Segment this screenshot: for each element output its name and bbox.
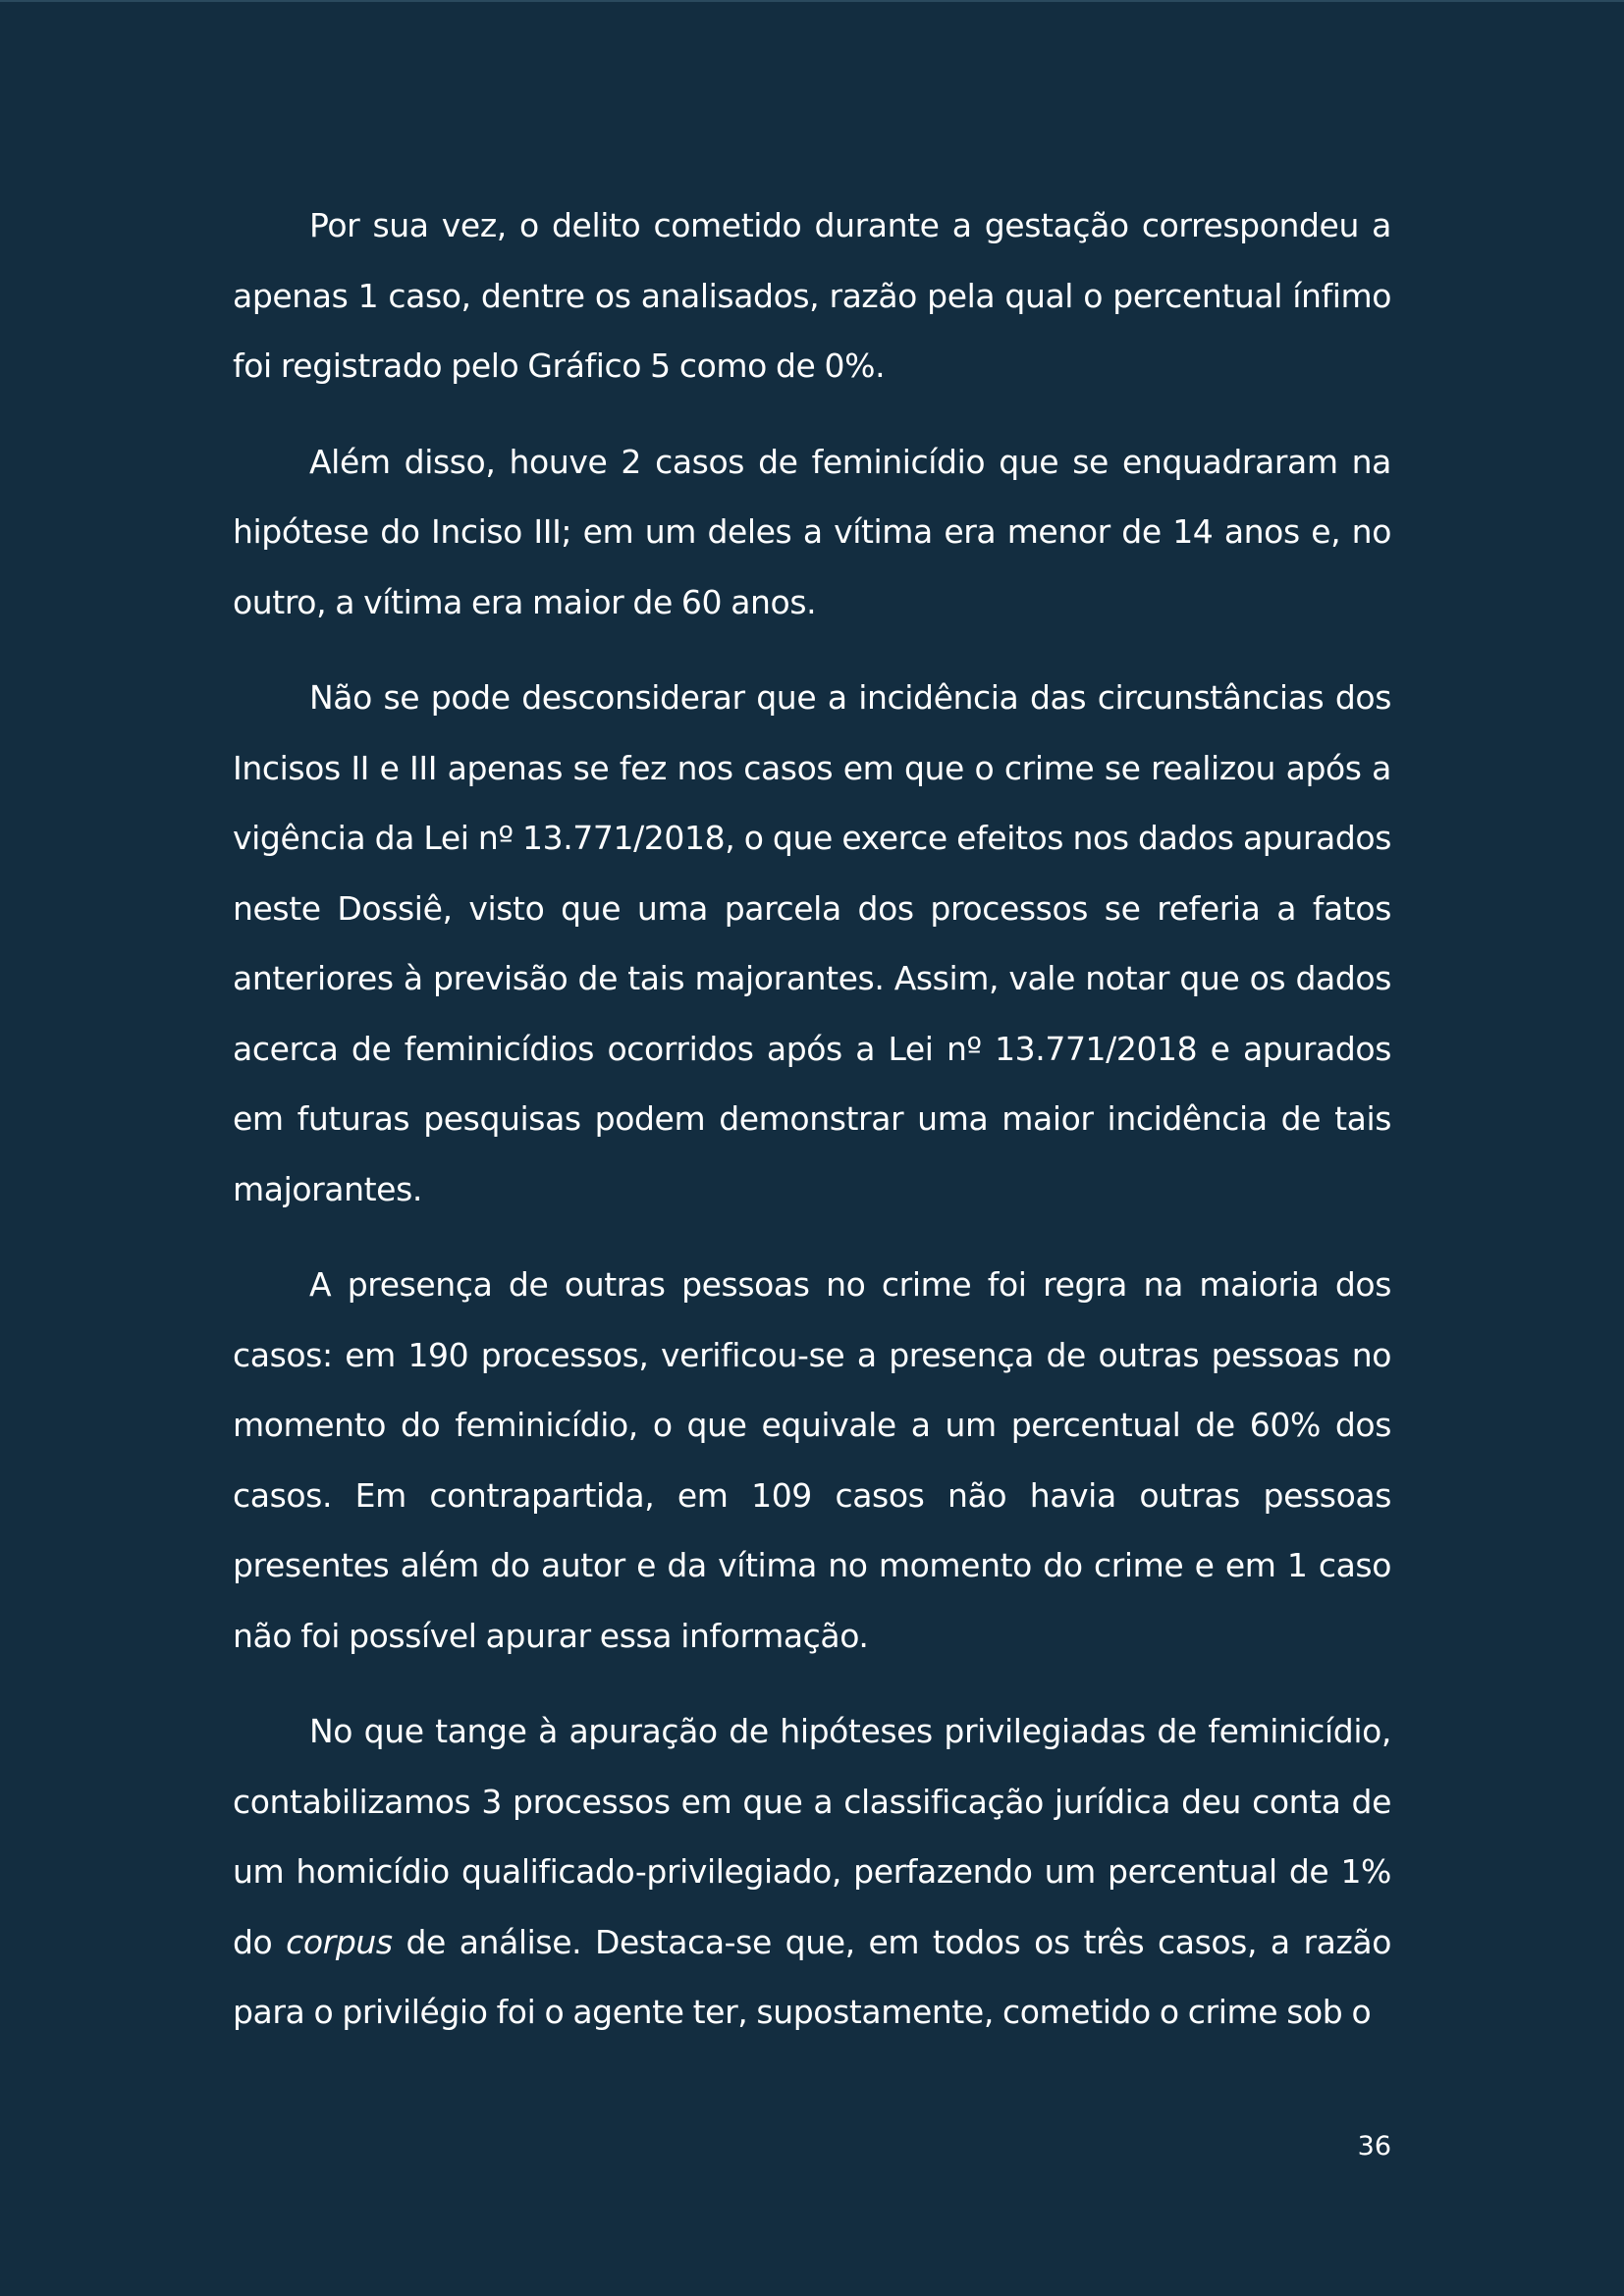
paragraph-gestacao: Por sua vez, o delito cometido durante a gestação correspondeu a apenas 1 caso, dentre os analisados, razão pela qual o percentual ínfimo foi registrado pelo Gráfico 5 como de 0%. — [233, 206, 1391, 385]
body-text — [233, 190, 1391, 2048]
paragraph-incidencia-majorantes: Não se pode desconsiderar que a incidência das circunstâncias dos Incisos II e III apenas se fez nos casos em que o crime se realizou após a vigência da Lei nº 13.771/2018, o que exerce efeitos nos dados apurados neste Dossiê, visto que uma parcela dos processos se referia a fatos anteriores à previsão de tais majorantes. Assim, vale notar que os dados acerca de feminicídios ocorridos após a Lei nº 13.771/2018 e apurados em futuras pesquisas podem demonstrar uma maior incidência de tais majorantes. — [233, 678, 1391, 1208]
paragraph-hipoteses-privilegiadas — [233, 1696, 1391, 2048]
paragraph-inciso-iii: Além disso, houve 2 casos de feminicídio que se enquadraram na hipótese do Inciso III; em um deles a vítima era menor de 14 anos e, no outro, a vítima era maior de 60 anos. — [233, 442, 1391, 621]
page-number: 36 — [1357, 2131, 1391, 2162]
paragraph-text-start: No que tange à apuração de hipóteses privilegiadas de feminicídio, contabilizamos 3 processos em que a classificação jurídica deu conta de um homicídio qualificado-privilegiado, perfazendo um percentual de 1% do — [233, 1712, 1391, 1961]
italic-term-corpus: corpus — [286, 1922, 393, 1961]
paragraph-presenca-outras-pessoas: A presença de outras pessoas no crime foi regra na maioria dos casos: em 190 processos, verificou-se a presença de outras pessoas no momento do feminicídio, o que equivale a um percentual de 60% dos casos. Em contrapartida, em 109 casos não havia outras pessoas presentes além do autor e da vítima no momento do crime e em 1 caso não foi possível apurar essa informação. — [233, 1265, 1391, 1655]
paragraph-text-end: de análise. Destaca-se que, em todos os três casos, a razão para o privilégio foi o agente ter, supostamente, cometido o crime sob o — [233, 1922, 1391, 2031]
